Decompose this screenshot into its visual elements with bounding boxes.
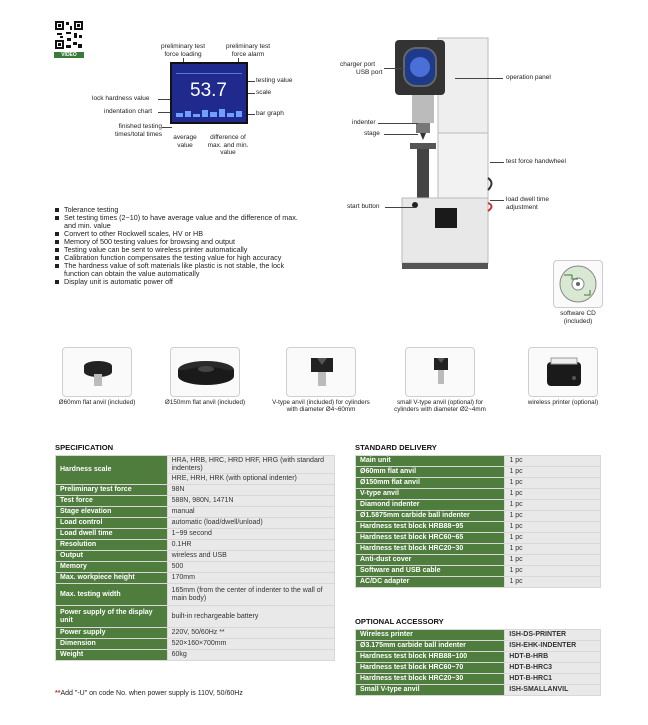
spec-key: Test force <box>56 496 168 507</box>
spec-key: Load dwell time <box>56 529 168 540</box>
delivery-item: AC/DC adapter <box>356 577 505 588</box>
spec-key: Max. testing width <box>56 584 168 606</box>
delivery-item: Ø1.5875mm carbide ball indenter <box>356 511 505 522</box>
delivery-item: Hardness test block HRB88~95 <box>356 522 505 533</box>
callout-test-force-handwheel: test force handwheel <box>506 158 566 165</box>
delivery-item: Hardness test block HRC20~30 <box>356 544 505 555</box>
table-row <box>356 489 601 500</box>
delivery-qty: 1 pc <box>505 489 601 500</box>
delivery-qty: 1 pc <box>505 522 601 533</box>
optional-code: HDT-B-HRC1 <box>505 674 601 685</box>
callout-finished-testing: finished testing times/total times <box>115 123 162 138</box>
delivery-qty: 1 pc <box>505 544 601 555</box>
table-row <box>356 630 601 641</box>
table-row <box>56 606 335 628</box>
optional-code: ISH-DS-PRINTER <box>505 630 601 641</box>
callout-start-button: start button <box>347 203 380 210</box>
delivery-qty: 1 pc <box>505 500 601 511</box>
specification-table <box>55 455 335 661</box>
spec-key: Stage elevation <box>56 507 168 518</box>
optional-accessory-table <box>355 629 601 696</box>
feature-item: Testing value can be sent to wireless printer automatically <box>55 246 305 254</box>
spec-value: 98N <box>167 485 334 496</box>
delivery-qty: 1 pc <box>505 511 601 522</box>
table-row <box>56 507 335 518</box>
spec-value: manual <box>167 507 334 518</box>
spec-value: 0.1HR <box>167 540 334 551</box>
callout-stage: stage <box>364 130 380 137</box>
spec-key: Load control <box>56 518 168 529</box>
table-row <box>56 650 335 661</box>
feature-item: Convert to other Rockwell scales, HV or HB <box>55 230 305 238</box>
spec-key: Resolution <box>56 540 168 551</box>
delivery-item: Ø150mm flat anvil <box>356 478 505 489</box>
table-row <box>356 522 601 533</box>
table-row <box>356 533 601 544</box>
callout-indenter: indenter <box>352 119 376 126</box>
table-row <box>356 577 601 588</box>
spec-key: Weight <box>56 650 168 661</box>
callout-load-dwell-time: load dwell time adjustment <box>506 196 549 211</box>
spec-value: 588N, 980N, 1471N <box>167 496 334 507</box>
feature-item: Calibration function compensates the testing value for high accuracy <box>55 254 305 262</box>
table-row <box>356 544 601 555</box>
delivery-item: Anti-dust cover <box>356 555 505 566</box>
table-row <box>56 540 335 551</box>
optional-code: ISH-EHK-INDENTER <box>505 641 601 652</box>
acc-150mm-anvil-image <box>170 347 240 397</box>
callout-difference: difference of max. and min. value <box>207 134 249 156</box>
spec-key: Preliminary test force <box>56 485 168 496</box>
optional-item: Hardness test block HRC60~70 <box>356 663 505 674</box>
callout-operation-panel: operation panel <box>506 74 551 81</box>
delivery-item: Software and USB cable <box>356 566 505 577</box>
table-row <box>56 584 335 606</box>
spec-value: HRA, HRB, HRC, HRD HRF, HRG (with standard indenters) <box>167 456 334 474</box>
spec-key: Memory <box>56 562 168 573</box>
qr-code[interactable] <box>54 20 84 56</box>
standard-delivery-table <box>355 455 601 588</box>
spec-value: 60kg <box>167 650 334 661</box>
spec-key: Hardness scale <box>56 456 168 485</box>
table-row <box>56 551 335 562</box>
callout-scale: scale <box>256 89 272 96</box>
delivery-item: Hardness test block HRC60~65 <box>356 533 505 544</box>
spec-key: Power supply of the display unit <box>56 606 168 628</box>
delivery-item: Main unit <box>356 456 505 467</box>
spec-value: 170mm <box>167 573 334 584</box>
spec-value: automatic (load/dwell/unload) <box>167 518 334 529</box>
feature-item: Set testing times (2~10) to have average value and the difference of max. and min. value <box>55 214 305 230</box>
table-row <box>356 641 601 652</box>
acc-v-type-anvil-image <box>286 347 356 397</box>
table-row <box>56 628 335 639</box>
standard-delivery-title: STANDARD DELIVERY <box>355 443 437 452</box>
spec-value: 165mm (from the center of indenter to the wall of main body) <box>167 584 334 606</box>
optional-code: HDT-B-HRB <box>505 652 601 663</box>
spec-value: built-in rechargeable battery <box>167 606 334 628</box>
callout-preliminary-alarm: preliminary test force alarm <box>225 43 271 58</box>
optional-item: Hardness test block HRB88~100 <box>356 652 505 663</box>
table-row <box>356 500 601 511</box>
feature-item: Display unit is automatic power off <box>55 278 305 286</box>
spec-value: wireless and USB <box>167 551 334 562</box>
callout-preliminary-loading: preliminary test force loading <box>160 43 206 58</box>
acc-label-small-v-anvil: small V-type anvil (optional) for cylinders with diameter Ø2~4mm <box>394 399 486 413</box>
callout-lock-hardness: lock hardness value <box>92 95 150 102</box>
delivery-item: Ø60mm flat anvil <box>356 467 505 478</box>
footnote <box>55 690 243 697</box>
feature-item: The hardness value of soft materials like plastic is not stable, the lock function can obtain the value automatically <box>55 262 305 278</box>
acc-label-150mm-anvil: Ø150mm flat anvil (included) <box>164 399 246 406</box>
optional-item: Wireless printer <box>356 630 505 641</box>
feature-item: Memory of 500 testing values for browsing and output <box>55 238 305 246</box>
spec-key: Max. workpiece height <box>56 573 168 584</box>
delivery-qty: 1 pc <box>505 555 601 566</box>
table-row <box>356 456 601 467</box>
lcd-display <box>170 62 248 124</box>
specification-title: SPECIFICATION <box>55 443 114 452</box>
spec-value: 500 <box>167 562 334 573</box>
software-cd-image <box>553 260 603 308</box>
software-cd-label: software CD (included) <box>560 310 596 325</box>
hardness-tester-image <box>390 28 495 278</box>
callout-indentation-chart: indentation chart <box>104 108 153 115</box>
optional-item: Ø3.175mm carbide ball indenter <box>356 641 505 652</box>
table-row <box>356 685 601 696</box>
delivery-item: V-type anvil <box>356 489 505 500</box>
delivery-qty: 1 pc <box>505 478 601 489</box>
optional-accessory-title: OPTIONAL ACCESSORY <box>355 617 444 626</box>
lcd-testing-value: 53.7 <box>190 80 227 101</box>
table-row <box>56 529 335 540</box>
table-row <box>356 652 601 663</box>
delivery-qty: 1 pc <box>505 577 601 588</box>
optional-code: ISH-SMALLANVIL <box>505 685 601 696</box>
spec-key: Dimension <box>56 639 168 650</box>
table-row <box>56 518 335 529</box>
acc-60mm-anvil-image <box>62 347 132 397</box>
table-row <box>356 467 601 478</box>
spec-key: Output <box>56 551 168 562</box>
qr-video-label: VIDEO <box>54 52 84 58</box>
delivery-qty: 1 pc <box>505 456 601 467</box>
acc-small-v-anvil-image <box>405 347 475 397</box>
table-row <box>356 674 601 685</box>
footnote-text: Add "-U" on code No. when power supply is 110V, 50/60Hz <box>60 690 243 697</box>
spec-value: HRE, HRH, HRK (with optional indenter) <box>167 474 334 485</box>
optional-item: Hardness test block HRC20~30 <box>356 674 505 685</box>
table-row <box>56 562 335 573</box>
table-row <box>356 566 601 577</box>
spec-value: 220V, 50/60Hz ** <box>167 628 334 639</box>
callout-usb-port: USB port <box>356 69 383 76</box>
table-row <box>356 663 601 674</box>
delivery-item: Diamond indenter <box>356 500 505 511</box>
optional-item: Small V-type anvil <box>356 685 505 696</box>
spec-value: 1~99 second <box>167 529 334 540</box>
delivery-qty: 1 pc <box>505 566 601 577</box>
delivery-qty: 1 pc <box>505 533 601 544</box>
callout-charger-port: charger port <box>340 61 376 68</box>
feature-item: Tolerance testing <box>55 206 305 214</box>
feature-list <box>55 206 305 286</box>
callout-bar-graph: bar graph <box>256 110 284 117</box>
table-row <box>56 485 335 496</box>
callout-average-value: average value <box>173 134 197 149</box>
acc-label-v-type-anvil: V-type anvil (included) for cylinders with diameter Ø4~60mm <box>272 399 370 413</box>
acc-label-wireless-printer: wireless printer (optional) <box>527 399 599 406</box>
table-row <box>56 639 335 650</box>
spec-key: Power supply <box>56 628 168 639</box>
table-row <box>56 573 335 584</box>
table-row <box>56 456 335 474</box>
acc-wireless-printer-image <box>528 347 598 397</box>
lcd-bar-graph <box>176 108 242 117</box>
table-row <box>356 478 601 489</box>
table-row <box>356 511 601 522</box>
acc-label-60mm-anvil: Ø60mm flat anvil (included) <box>58 399 136 406</box>
delivery-qty: 1 pc <box>505 467 601 478</box>
spec-value: 520×160×700mm <box>167 639 334 650</box>
table-row <box>356 555 601 566</box>
callout-testing-value: testing value <box>256 77 293 84</box>
table-row <box>56 496 335 507</box>
optional-code: HDT-B-HRC3 <box>505 663 601 674</box>
footnote-marker: ** <box>55 690 61 697</box>
